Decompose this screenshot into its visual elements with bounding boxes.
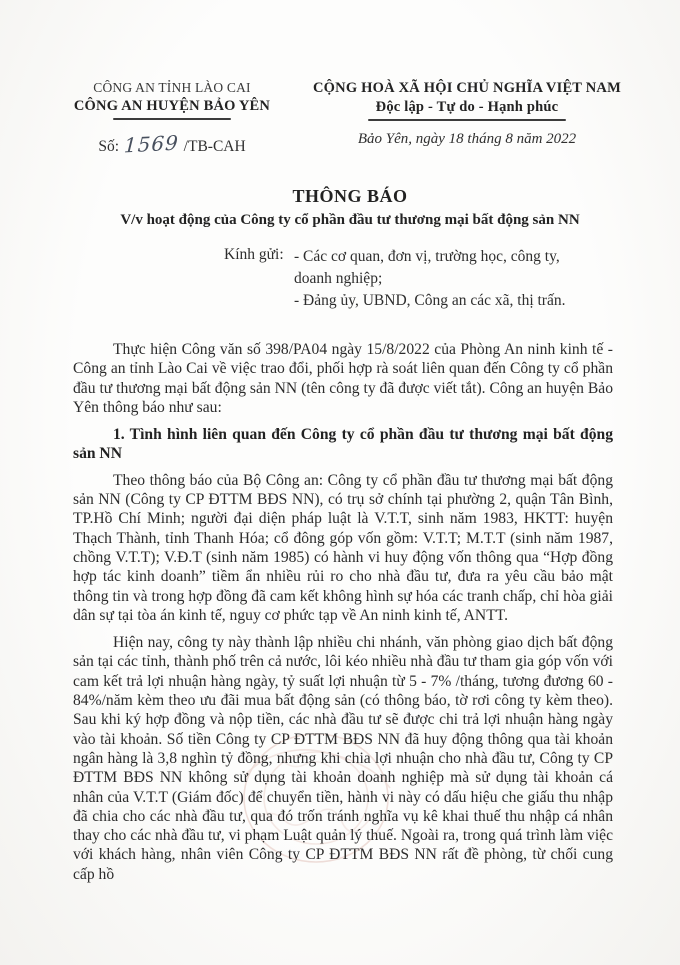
document-number-line xyxy=(58,132,286,156)
document-header xyxy=(58,80,648,156)
document-title: THÔNG BÁO xyxy=(292,186,408,206)
recipient-item: - Các cơ quan, đơn vị, trường học, công ty, doanh nghiệp; xyxy=(294,248,560,287)
document-title-block xyxy=(60,186,640,229)
agency-underline xyxy=(113,118,231,120)
salutation-block xyxy=(224,246,572,312)
document-number-suffix: /TB-CAH xyxy=(183,138,246,155)
national-title: CỘNG HOÀ XÃ HỘI CHỦ NGHĨA VIỆT NAM xyxy=(313,80,621,96)
motto-underline xyxy=(368,119,566,121)
section-1-heading: 1. Tình hình liên quan đến Công ty cổ phần đầu tư thương mại bất động sản NN xyxy=(73,426,613,463)
place-dateline: Bảo Yên, ngày 18 tháng 8 năm 2022 xyxy=(357,131,577,147)
document-number-handwritten: 1569 xyxy=(123,130,180,158)
agency-name: CÔNG AN HUYỆN BẢO YÊN xyxy=(73,98,271,114)
recipients-list xyxy=(294,246,572,312)
paragraph-company-info: Theo thông báo của Bộ Công an: Công ty cổ phần đầu tư thương mại bất động sản NN (Công ty CP ĐTTM BĐS NN), có trụ sở chính tại phường 2, quận Tân Bình, TP.Hồ Chí Minh; người đại diện pháp luật là V.T.T, sinh năm 1983, HKTT: huyện Thạch Thành, tỉnh Thanh Hóa; cổ đông góp vốn gồm: V.T.T; M.T.T (sinh năm 1987, chồng V.T.T); V.Đ.T (sinh năm 1985) có hành vi huy động vốn thông qua “Hợp đồng hợp tác kinh doanh” tiềm ẩn nhiều rủi ro cho nhà đầu tư, đưa ra yêu cầu bảo mật thông tin và trong hợp đồng đã cam kết không hình sự hóa các tranh chấp, chỉ hòa giải dân sự tại tòa án kinh tế, nguy cơ phức tạp về An ninh kinh tế, ANTT. xyxy=(73,471,613,624)
paragraph-intro: Thực hiện Công văn số 398/PA04 ngày 15/8/2022 của Phòng An ninh kinh tế - Công an tỉnh Lào Cai về việc trao đổi, phối hợp rà soát liên quan đến Công ty cổ phần đầu tư thương mại bất động sản NN (tên công ty đã được viết tắt). Công an huyện Bảo Yên thông báo như sau: xyxy=(73,341,613,416)
document-number-label: Số: xyxy=(98,138,120,155)
salutation-label: Kính gửi: xyxy=(224,246,284,263)
national-motto-block xyxy=(286,80,648,156)
recipient-item: - Đảng ủy, UBND, Công an các xã, thị trấn. xyxy=(294,292,566,309)
issuing-agency-block xyxy=(58,80,286,156)
national-motto: Độc lập - Tự do - Hạnh phúc xyxy=(375,99,559,115)
document-body xyxy=(73,340,613,892)
agency-parent-name: CÔNG AN TỈNH LÀO CAI xyxy=(93,80,251,95)
document-subtitle: V/v hoạt động của Công ty cổ phần đầu tư thương mại bất động sản NN xyxy=(120,212,580,228)
paragraph-current-activity: Hiện nay, công ty này thành lập nhiều chi nhánh, văn phòng giao dịch bất động sản tại các tỉnh, thành phố trên cả nước, lôi kéo nhiều nhà đầu tư tham gia góp vốn với cam kết trả lợi nhuận hàng ngày, tỷ suất lợi nhuận từ 5 - 7% /tháng, tương đương 60 - 84%/năm kèm theo ưu đãi mua bất động sản (có thông báo, tờ rơi công ty kèm theo). Sau khi ký hợp đồng và nộp tiền, các nhà đầu tư sẽ được chi trả lợi nhuận hàng ngày vào tài khoản. Số tiền Công ty CP ĐTTM BĐS NN đã huy động thông qua tài khoản ngân hàng là 3,8 nghìn tỷ đồng, nhưng khi chia lợi nhuận cho nhà đầu tư, Công ty CP ĐTTM BĐS NN không sử dụng tài khoản doanh nghiệp mà sử dụng tài khoản cá nhân của V.T.T (Giám đốc) để chuyển tiền, hành vi này có dấu hiệu che giấu thu nhập đã chia cho các nhà đầu tư, qua đó trốn tránh nghĩa vụ kê khai thuế thu nhập cá nhân thay cho các nhà đầu tư, vi phạm Luật quản lý thuế. Ngoài ra, trong quá trình làm việc với khách hàng, nhân viên Công ty CP ĐTTM BĐS NN rất đề phòng, từ chối cung cấp hồ xyxy=(73,634,613,883)
